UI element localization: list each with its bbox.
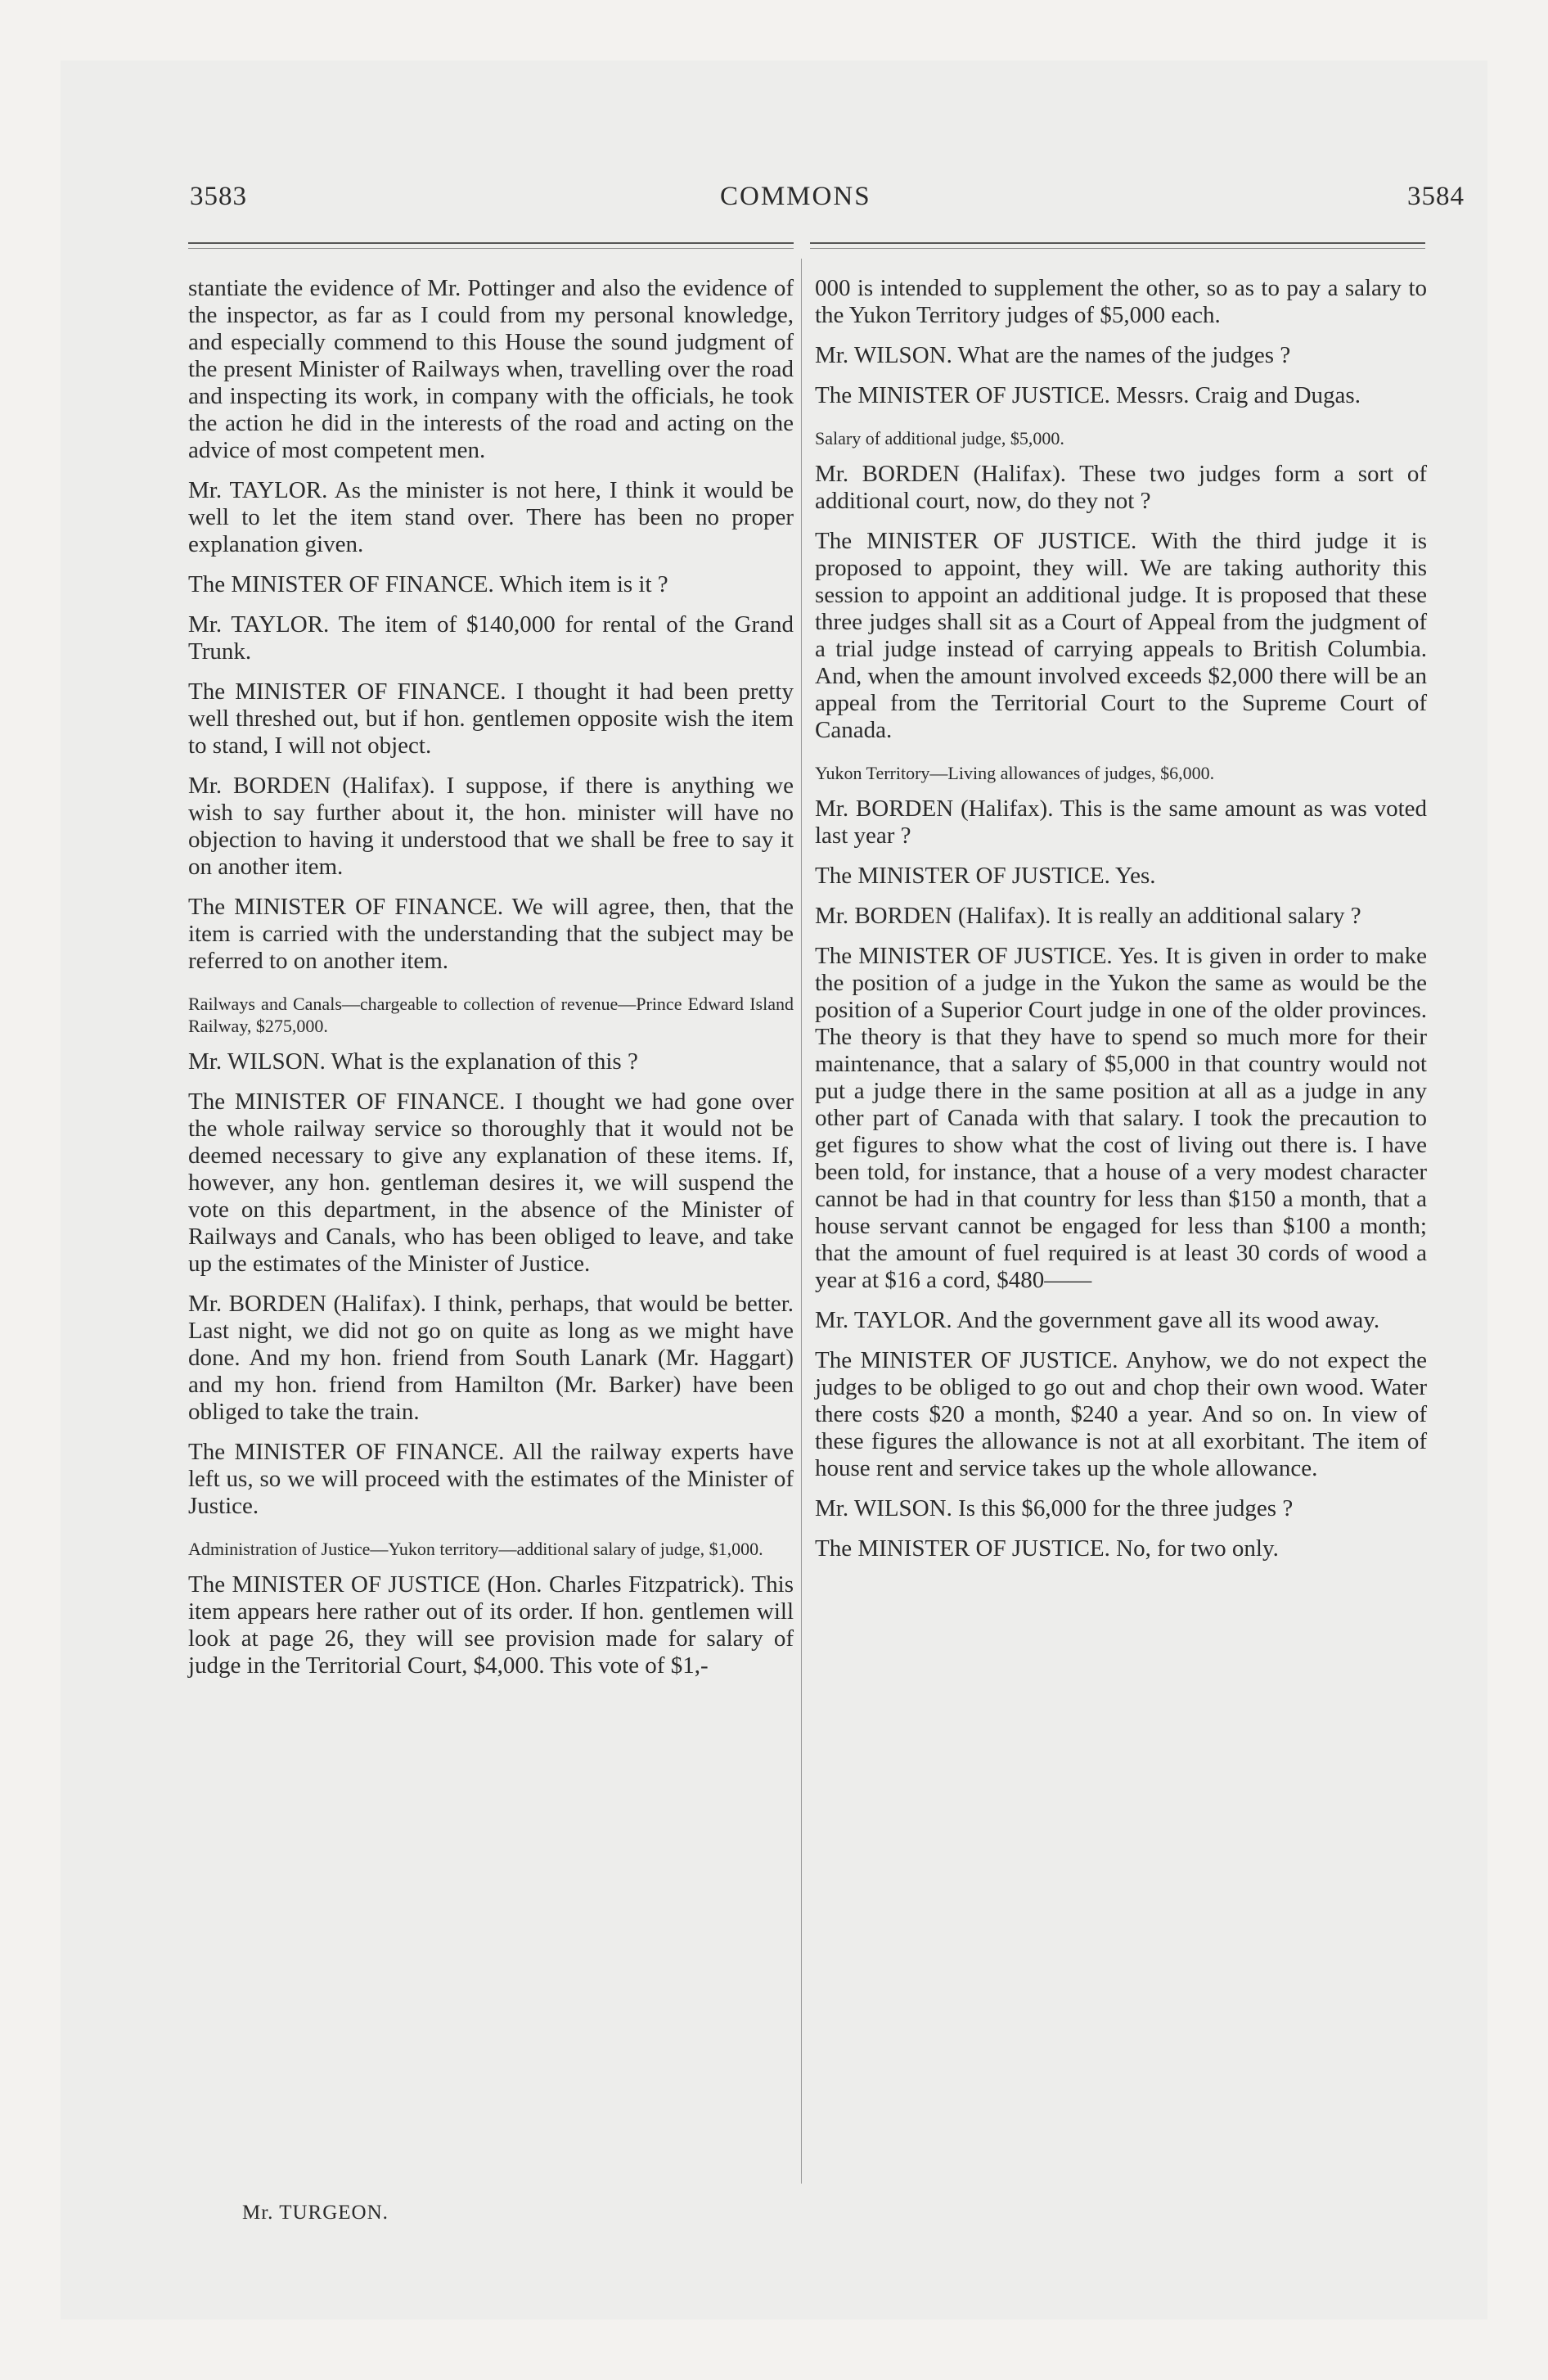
paragraph: Mr. BORDEN (Halifax). I suppose, if there is anything we wish to say further about it, the hon. minister will have no objection to having it understood that we shall be free to say it on another item. — [188, 773, 794, 880]
paragraph: Mr. BORDEN (Halifax). These two judges form a sort of additional court, now, do they not ? — [815, 461, 1427, 514]
left-column — [188, 275, 794, 1693]
paragraph: The MINISTER OF JUSTICE. No, for two only. — [815, 1535, 1279, 1562]
header-rule-left-thin — [188, 248, 794, 249]
paragraph: The MINISTER OF FINANCE. All the railway experts have left us, so we will proceed with the estimates of the Minister of Justice. — [188, 1439, 794, 1519]
estimate-item: Salary of additional judge, $5,000. — [815, 428, 1064, 449]
header-rule-left — [188, 242, 794, 244]
estimate-item: Railways and Canals—chargeable to collection of revenue—Prince Edward Island Railway, $275,000. — [188, 994, 794, 1036]
paragraph: Mr. WILSON. What is the explanation of this ? — [188, 1048, 638, 1075]
paragraph: The MINISTER OF JUSTICE (Hon. Charles Fitzpatrick). This item appears here rather out of its order. If hon. gentlemen will look at page 26, they will see provision made for salary of judge in the Territorial Court, $4,000. This vote of $1,- — [188, 1571, 794, 1679]
paragraph: The MINISTER OF FINANCE. I thought it had been pretty well threshed out, but if hon. gentlemen opposite wish the item to stand, I will not object. — [188, 678, 794, 759]
header-rule-right-thin — [810, 248, 1425, 249]
header-rule-right — [810, 242, 1425, 244]
footer-signature: Mr. TURGEON. — [242, 2202, 389, 2224]
paragraph: Mr. TAYLOR. The item of $140,000 for rental of the Grand Trunk. — [188, 611, 794, 665]
paragraph: The MINISTER OF FINANCE. I thought we had gone over the whole railway service so thoroughly that it would not be deemed necessary to give any explanation of these items. If, however, any hon. gentleman desires it, we will suspend the vote on this department, in the absence of the Minister of Railways and Canals, who has been obliged to leave, and take up the estimates of the Minister of Justice. — [188, 1089, 794, 1277]
paragraph: The MINISTER OF JUSTICE. Anyhow, we do not expect the judges to be obliged to go out and chop their own wood. Water there costs $20 a month, $240 a year. And so on. In view of these figures the allowance is not at all exorbitant. The item of house rent and service takes up the whole allowance. — [815, 1347, 1427, 1481]
paragraph: Mr. WILSON. What are the names of the judges ? — [815, 342, 1291, 368]
page-title: COMMONS — [720, 182, 871, 211]
paragraph: The MINISTER OF FINANCE. We will agree, then, that the item is carried with the understanding that the subject may be referred to on another item. — [188, 894, 794, 974]
paragraph: Mr. TAYLOR. And the government gave all its wood away. — [815, 1307, 1380, 1333]
paragraph: The MINISTER OF JUSTICE. Yes. — [815, 863, 1156, 889]
estimate-item: Administration of Justice—Yukon territory—additional salary of judge, $1,000. — [188, 1539, 763, 1559]
right-column — [815, 275, 1427, 1575]
paragraph: Mr. TAYLOR. As the minister is not here, I think it would be well to let the item stand over. There has been no proper explanation given. — [188, 477, 794, 557]
estimate-item: Yukon Territory—Living allowances of judges, $6,000. — [815, 763, 1215, 783]
paragraph: The MINISTER OF JUSTICE. Yes. It is given in order to make the position of a judge in the Yukon the same as would be the position of a Superior Court judge in one of the older provinces. The theory is that they have to spend so much more for their maintenance, that a salary of $5,000 in that country would not put a judge there in the same position at all as a judge in any other part of Canada with that salary. I took the precaution to get figures to show what the cost of living out there is. I have been told, for instance, that a house of a very modest character cannot be had in that country for less than $150 a month, that a house servant cannot be engaged for less than $100 a month; that the amount of fuel required is at least 30 cords of wood a year at $16 a cord, $480—— — [815, 943, 1427, 1293]
paragraph: Mr. BORDEN (Halifax). I think, perhaps, that would be better. Last night, we did not go on quite as long as we might have done. And my hon. friend from South Lanark (Mr. Haggart) and my hon. friend from Hamilton (Mr. Barker) have been obliged to take the train. — [188, 1291, 794, 1425]
left-page-number: 3583 — [190, 182, 247, 211]
paragraph: stantiate the evidence of Mr. Pottinger and also the evidence of the inspector, as far as I could from my personal knowledge, and especially commend to this House the sound judgment of the present Minister of Railways when, travelling over the road and inspecting its work, in company with the officials, he took the action he did in the interests of the road and acting on the advice of most competent men. — [188, 275, 794, 463]
paragraph: The MINISTER OF FINANCE. Which item is it ? — [188, 571, 668, 597]
paragraph: Mr. WILSON. Is this $6,000 for the three judges ? — [815, 1495, 1294, 1521]
paragraph: The MINISTER OF JUSTICE. With the third judge it is proposed to appoint, they will. We are taking authority this session to appoint an additional judge. It is proposed that these three judges shall sit as a Court of Appeal from the judgment of a trial judge instead of carrying appeals to British Columbia. And, when the amount involved exceeds $2,000 there will be an appeal from the Territorial Court to the Supreme Court of Canada. — [815, 528, 1427, 743]
right-page-number: 3584 — [1407, 182, 1465, 211]
column-divider — [801, 259, 802, 2184]
paragraph: 000 is intended to supplement the other, so as to pay a salary to the Yukon Territory judges of $5,000 each. — [815, 275, 1427, 328]
paragraph: Mr. BORDEN (Halifax). This is the same amount as was voted last year ? — [815, 796, 1427, 849]
paragraph: The MINISTER OF JUSTICE. Messrs. Craig and Dugas. — [815, 382, 1361, 408]
paragraph: Mr. BORDEN (Halifax). It is really an additional salary ? — [815, 903, 1361, 929]
